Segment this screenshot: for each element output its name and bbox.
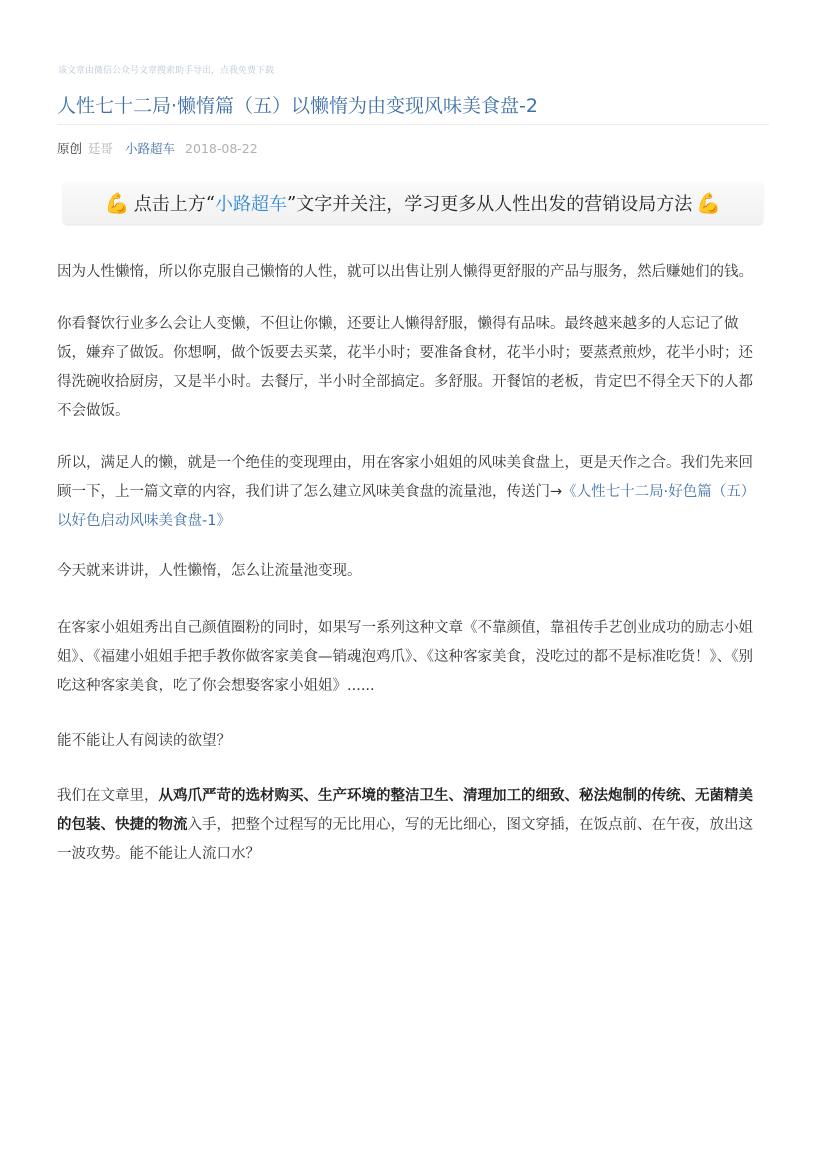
paragraph: 能不能让人有阅读的欲望？ xyxy=(57,733,231,749)
publish-date: 2018-08-22 xyxy=(185,141,258,156)
follow-banner[interactable] xyxy=(63,182,763,224)
paragraph: 今天就来讲讲，人性懒惰，怎么让流量池变现。 xyxy=(57,563,362,579)
banner-quote-open: “ xyxy=(205,192,215,214)
paragraph xyxy=(57,449,767,536)
article-body xyxy=(57,258,767,869)
banner-suffix: 文字并关注，学习更多从人性出发的营销设局方法 xyxy=(296,194,693,215)
paragraph: 你看餐饮行业多么会让人变懒，不但让你懒，还要让人懒得舒服，懒得有品味。最终越来越多的人忘记了做饭，嫌弃了做饭。你想啊，做个饭要去买菜，花半小时；要准备食材，花半小时；要蒸煮煎炒，花半小时；还得洗碗收拾厨房，又是半小时。去餐厅，半小时全部搞定。多舒服。开餐馆的老板，肯定巴不得全天下的人都不会做饭。 xyxy=(57,316,753,419)
author-name: 廷哥 xyxy=(88,141,114,156)
bold-highlight: 从鸡爪严苛的选材购买、生产环境的整洁卫生、清理加工的细致、秘法炮制的传统、无菌精美的包装、快捷的物流 xyxy=(57,788,753,833)
original-badge: 原创 xyxy=(57,141,83,156)
article-meta xyxy=(57,140,258,158)
export-watermark-link[interactable]: 该文章由微信公众号文章搜索助手导出，点我免费下载 xyxy=(58,66,275,76)
banner-account-name: 小路超车 xyxy=(215,194,287,215)
paragraph-text: 所以，满足人的懒，就是一个绝佳的变现理由，用在客家小姐姐的风味美食盘上，更是天作之合。我们先来回顾一下，上一篇文章的内容，我们讲了怎么建立风味美食盘的流量池，传送门→ xyxy=(57,455,753,500)
banner-prefix: 点击上方 xyxy=(133,194,206,215)
previous-article-link[interactable]: 《人性七十二局·好色篇（五）以好色启动风味美食盘-1》 xyxy=(57,484,756,529)
paragraph-text: 入手，把整个过程写的无比用心，写的无比细心，图文穿插，在饭点前、在午夜，放出这一波攻势。能不能让人流口水？ xyxy=(57,817,753,862)
flexed-arm-icon: 💪 xyxy=(696,191,722,215)
title-divider xyxy=(57,124,769,125)
article-title: 人性七十二局·懒惰篇（五）以懒惰为由变现风味美食盘-2 xyxy=(57,95,538,117)
paragraph-text: 我们在文章里， xyxy=(57,788,159,804)
banner-quote-close: ” xyxy=(287,192,297,214)
paragraph: 因为人性懒惰，所以你克服自己懒惰的人性，就可以出售让别人懒得更舒服的产品与服务，然后赚她们的钱。 xyxy=(57,264,753,280)
paragraph xyxy=(57,782,767,869)
paragraph: 在客家小姐姐秀出自己颜值圈粉的同时，如果写一系列这种文章《不靠颜值，靠祖传手艺创业成功的励志小姐姐》、《福建小姐姐手把手教你做客家美食—销魂泡鸡爪》、《这种客家美食，没吃过的都不是标准吃货！》、《别吃这种客家美食，吃了你会想娶客家小姐姐》...... xyxy=(57,620,753,694)
flexed-arm-icon: 💪 xyxy=(104,191,130,215)
account-link[interactable]: 小路超车 xyxy=(125,141,176,156)
